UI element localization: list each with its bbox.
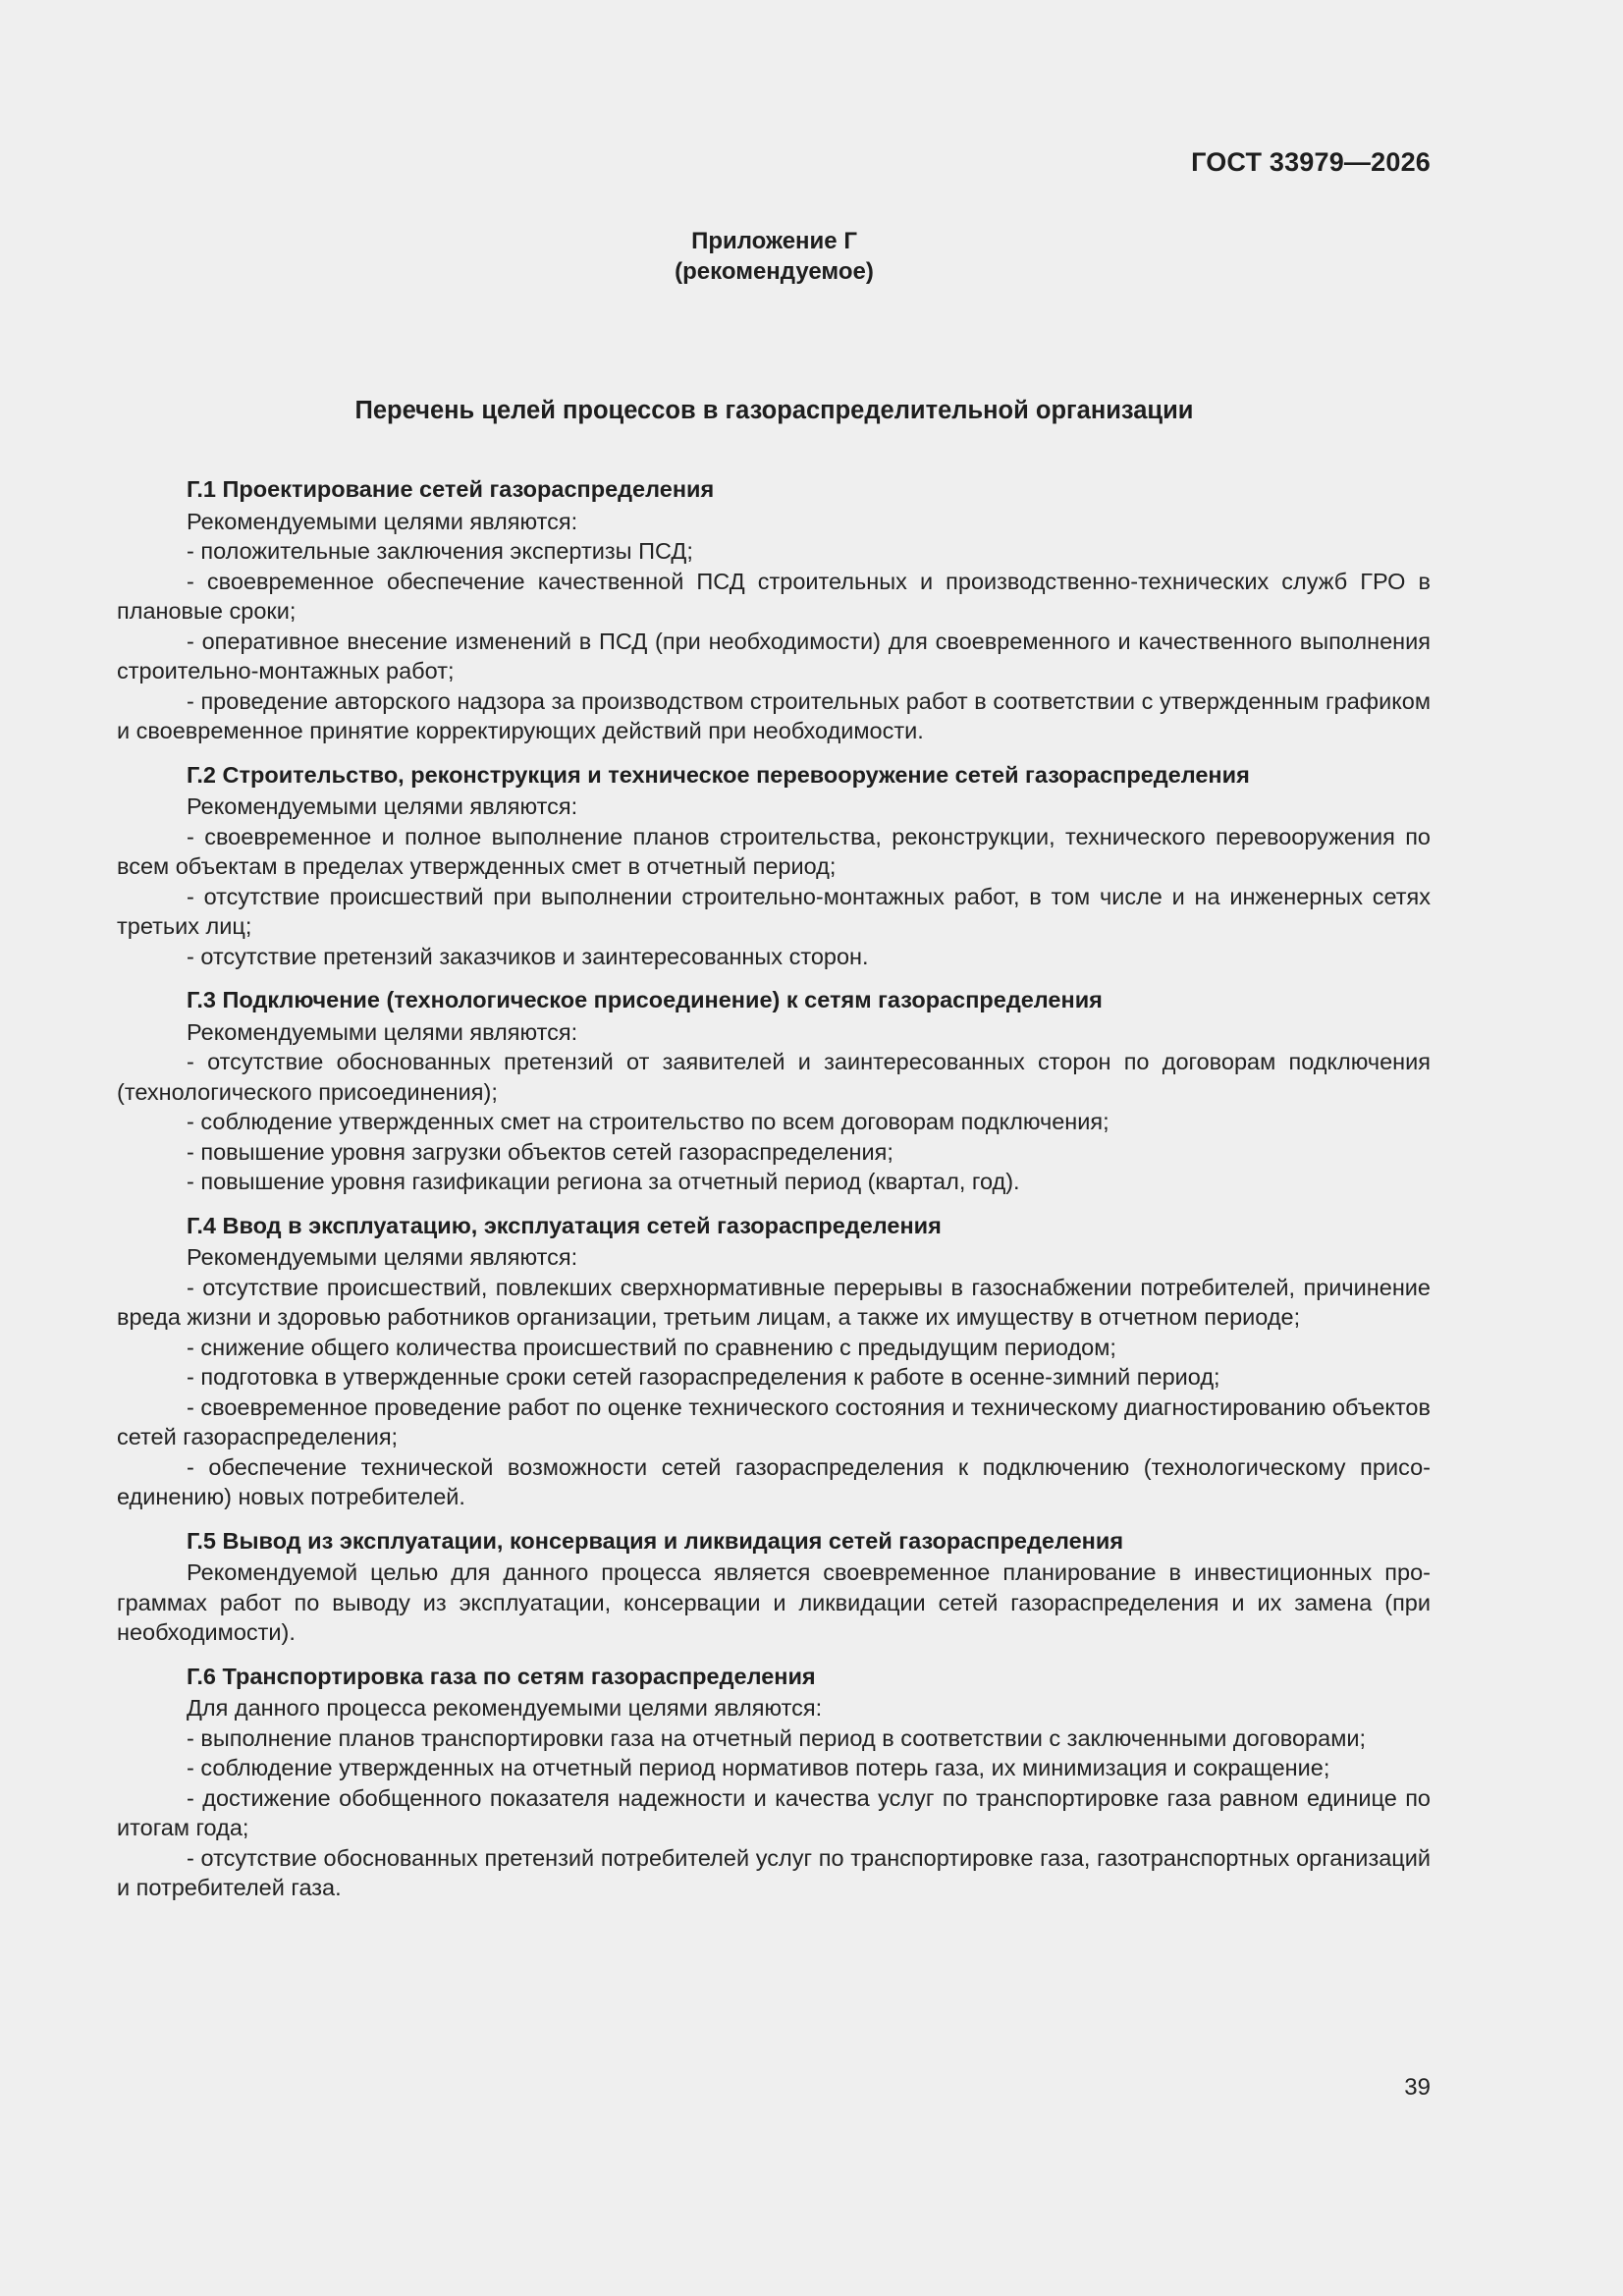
list-item: - достижение обобщенного показателя надежности и качества услуг по транспортировке газа равном единице по итогам года; (117, 1784, 1431, 1840)
list-item: - соблюдение утвержденных смет на строительство по всем договорам подключения; (187, 1109, 1109, 1134)
list-item: - повышение уровня загрузки объектов сетей газораспределения; (187, 1138, 893, 1165)
list-item: - выполнение планов транспортировки газа на отчетный период в соответствии с заключенными договорами; (187, 1724, 1367, 1751)
section (117, 985, 1431, 1197)
appendix-status: (рекомендуемое) (675, 258, 874, 285)
list-item: - снижение общего количества происшествий по сравнению с предыдущим периодом; (187, 1334, 1116, 1360)
section-intro: Для данного процесса рекомендуемыми целями являются: (187, 1695, 823, 1721)
section-heading: Г.1 Проектирование сетей газораспределения (187, 476, 715, 502)
list-item: - повышение уровня газификации региона за отчетный период (квартал, год). (187, 1169, 1020, 1194)
section-intro: Рекомендуемыми целями являются: (187, 508, 578, 534)
section (117, 760, 1431, 972)
list-item: - положительные заключения экспертизы ПСД; (187, 538, 693, 564)
section-heading: Г.4 Ввод в эксплуатацию, эксплуатация сетей газораспределения (187, 1212, 942, 1238)
list-item: - обеспечение технической возможности сетей газораспределения к подключению (технологическому присоединению) новых потребителей. (117, 1453, 1431, 1509)
list-item: - отсутствие обоснованных претензий потребителей услуг по транспортировке газа, газотранспортных организаций и потребителей газа. (117, 1844, 1431, 1900)
list-item: - отсутствие обоснованных претензий от заявителей и заинтересованных сторон по договорам подключения (технологического присоединения); (117, 1049, 1431, 1105)
list-item: - отсутствие претензий заказчиков и заинтересованных сторон. (187, 943, 869, 969)
list-item: - соблюдение утвержденных на отчетный период нормативов потерь газа, их минимизация и сокращение; (187, 1755, 1330, 1780)
document-code: ГОСТ 33979—2026 (1191, 147, 1431, 177)
page-number: 39 (1404, 2074, 1431, 2101)
list-item: - подготовка в утвержденные сроки сетей газораспределения к работе в осенне-зимний период; (187, 1364, 1220, 1390)
page-title: Перечень целей процессов в газораспределительной организации (354, 397, 1194, 424)
section (117, 1526, 1431, 1648)
list-item: - своевременное обеспечение качественной ПСД строительных и производственно-технических служб ГРО в плановые сроки; (117, 568, 1431, 624)
list-item: - проведение авторского надзора за производством строительных работ в соответствии с утвержденным графиком и своевременное принятие корректирующих действий при необходимости. (117, 687, 1431, 743)
section-heading: Г.3 Подключение (технологическое присоединение) к сетям газораспределения (187, 987, 1103, 1012)
section (117, 1211, 1431, 1512)
list-item: - отсутствие происшествий при выполнении строительно-монтажных работ, в том числе и на инженерных сетях третьих лиц; (117, 883, 1431, 939)
section-intro: Рекомендуемой целью для данного процесса является своевременное планирование в инвестиционных программах работ по выводу из эксплуатации, консервации и ликвидации сетей газораспределения и их замена (при необходимости). (117, 1559, 1431, 1645)
section-heading: Г.6 Транспортировка газа по сетям газораспределения (187, 1663, 816, 1689)
section-heading: Г.2 Строительство, реконструкция и техническое перевооружение сетей газораспределения (187, 761, 1250, 788)
section-intro: Рекомендуемыми целями являются: (187, 793, 578, 819)
section-heading: Г.5 Вывод из эксплуатации, консервация и ликвидация сетей газораспределения (187, 1527, 1124, 1554)
list-item: - оперативное внесение изменений в ПСД (при необходимости) для своевременного и качественного выполнения строительно-монтажных работ; (117, 628, 1431, 683)
appendix-heading (0, 226, 1548, 287)
appendix-label: Приложение Г (691, 228, 857, 254)
list-item: - отсутствие происшествий, повлекших сверхнормативные перерывы в газоснабжении потребителей, причинение вреда жизни и здоровью работников организации, третьим лицам, а также их имуществу в отчетном периоде; (117, 1274, 1431, 1330)
section (117, 1662, 1431, 1903)
list-item: - своевременное проведение работ по оценке технического состояния и техническому диагностированию объектов сетей газораспределения; (117, 1394, 1431, 1449)
section (117, 474, 1431, 746)
document-body (117, 474, 1431, 1917)
list-item: - своевременное и полное выполнение планов строительства, реконструкции, технического перевооружения по всем объектам в пределах утвержденных смет в отчетный период; (117, 823, 1431, 879)
section-intro: Рекомендуемыми целями являются: (187, 1244, 578, 1270)
section-intro: Рекомендуемыми целями являются: (187, 1018, 578, 1045)
